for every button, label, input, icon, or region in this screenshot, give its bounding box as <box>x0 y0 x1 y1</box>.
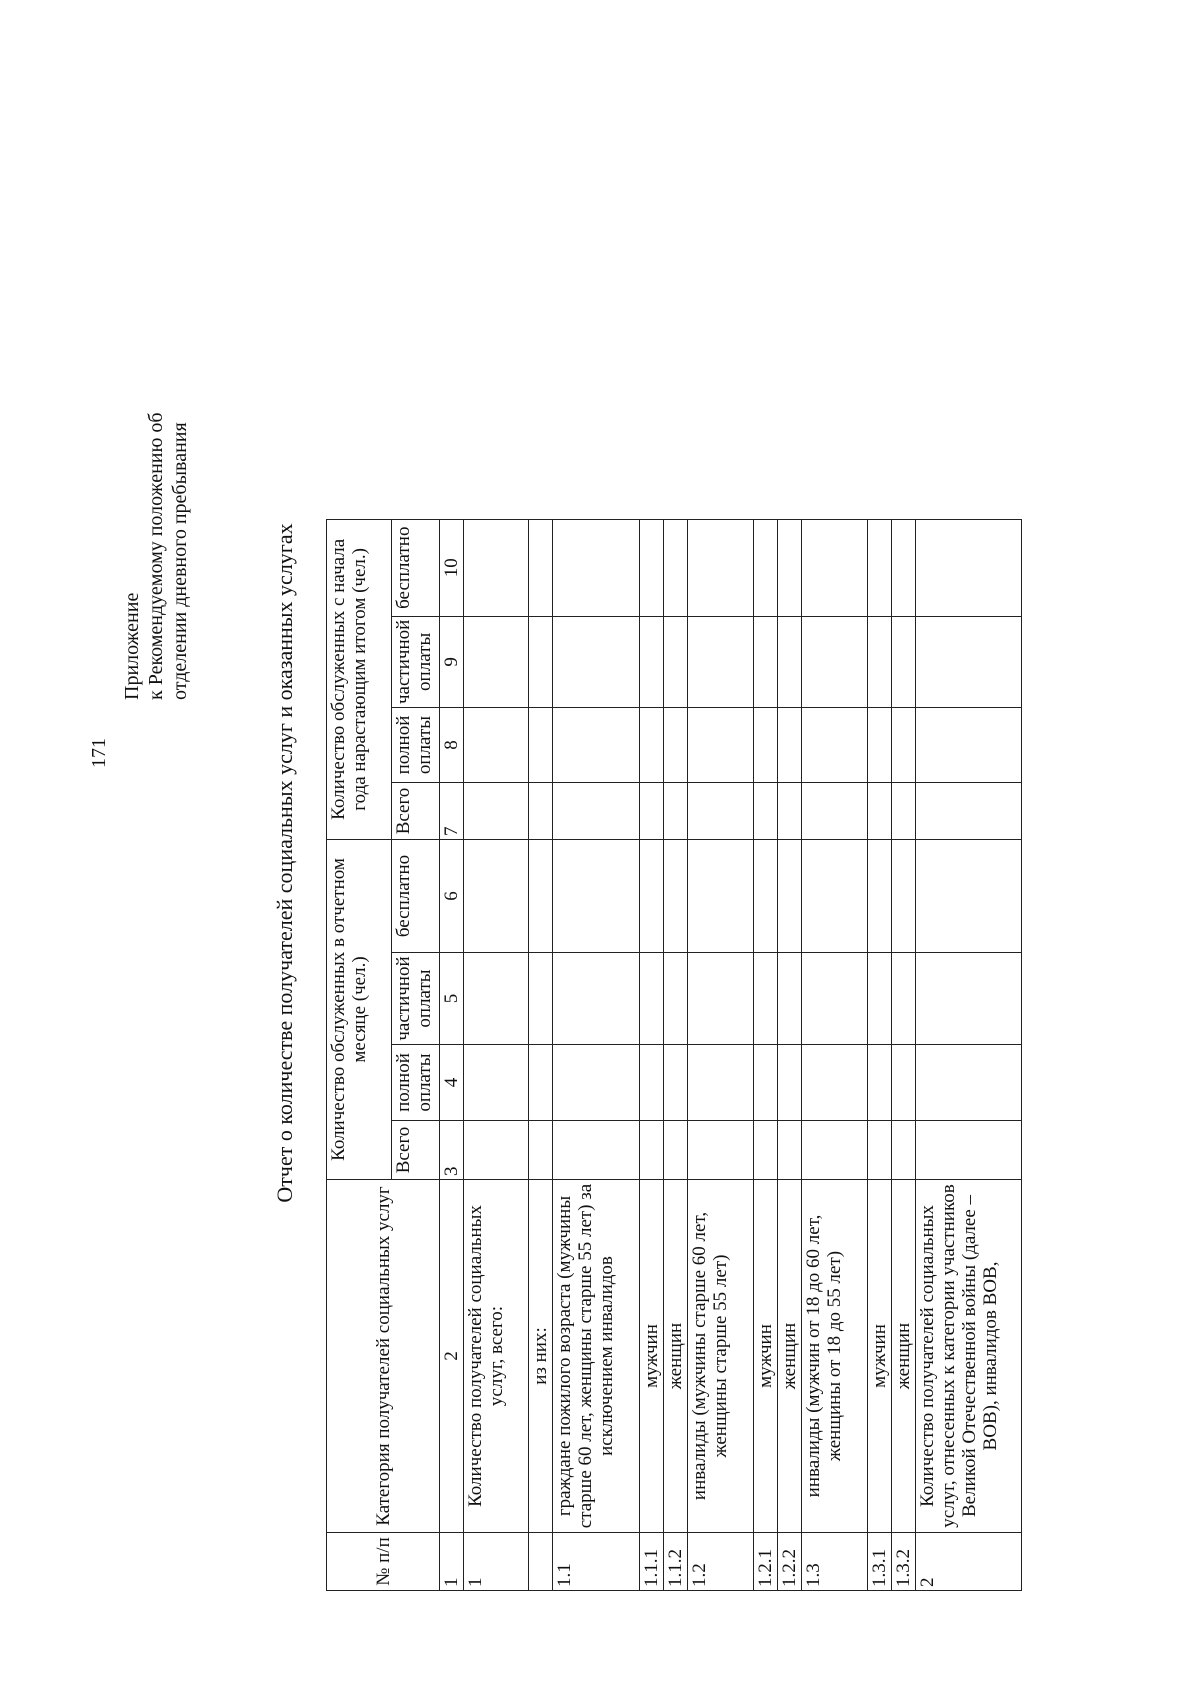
cell-full-pay <box>640 708 664 783</box>
cell-total <box>754 1121 778 1180</box>
cell-full-pay <box>892 1045 916 1121</box>
row-num: 1.1.1 <box>640 1533 664 1591</box>
cell-full-pay <box>868 1045 892 1121</box>
table-row <box>464 519 529 1590</box>
cell-free <box>778 519 802 616</box>
cell-full-pay <box>553 1045 640 1121</box>
cell-full-pay <box>640 1045 664 1121</box>
cell-partial-pay <box>688 953 754 1045</box>
cell-free <box>802 840 868 953</box>
header-full-pay: полной оплаты <box>392 1045 440 1121</box>
column-number: 7 <box>440 783 464 840</box>
row-category: мужчин <box>640 1180 664 1533</box>
header-total: Всего <box>392 1121 440 1180</box>
row-num: 1.3.2 <box>892 1533 916 1591</box>
cell-full-pay <box>688 708 754 783</box>
cell-free <box>754 840 778 953</box>
header-row <box>327 519 392 1590</box>
cell-total <box>802 783 868 840</box>
table-row <box>529 519 553 1590</box>
row-category: женщин <box>778 1180 802 1533</box>
column-number: 4 <box>440 1045 464 1121</box>
header-full-pay: полной оплаты <box>392 708 440 783</box>
cell-full-pay <box>778 1045 802 1121</box>
cell-total <box>688 783 754 840</box>
cell-partial-pay <box>664 616 688 707</box>
header-partial-pay: частичной оплаты <box>392 616 440 707</box>
cell-total <box>868 1121 892 1180</box>
row-category: Количество получателей социальных услуг, отнесенных к категории участников Великой Отечественной войны (далее – ВОВ), инвалидов ВОВ, <box>916 1180 1022 1533</box>
cell-total <box>778 1121 802 1180</box>
cell-partial-pay <box>529 616 553 707</box>
table-row <box>892 519 916 1590</box>
table-row <box>754 519 778 1590</box>
cell-total <box>916 1121 1022 1180</box>
cell-free <box>664 840 688 953</box>
row-category: из них: <box>529 1180 553 1533</box>
header-group-month: Количество обслуженных в отчетном месяце (чел.) <box>327 840 392 1180</box>
cell-partial-pay <box>892 953 916 1045</box>
cell-partial-pay <box>664 953 688 1045</box>
table-row <box>802 519 868 1590</box>
cell-total <box>688 1121 754 1180</box>
cell-total <box>640 1121 664 1180</box>
cell-partial-pay <box>529 953 553 1045</box>
table-row <box>640 519 664 1590</box>
cell-partial-pay <box>802 953 868 1045</box>
cell-free <box>892 840 916 953</box>
cell-partial-pay <box>754 616 778 707</box>
cell-partial-pay <box>778 616 802 707</box>
header-num: № п/п <box>327 1533 440 1591</box>
cell-full-pay <box>802 1045 868 1121</box>
cell-full-pay <box>868 708 892 783</box>
cell-free <box>868 840 892 953</box>
cell-free <box>640 840 664 953</box>
header-partial-pay: частичной оплаты <box>392 953 440 1045</box>
table-row <box>688 519 754 1590</box>
cell-full-pay <box>892 708 916 783</box>
row-num: 1.2 <box>688 1533 754 1591</box>
cell-free <box>529 840 553 953</box>
report-title: Отчет о количестве получателей социальных услуг и оказанных услугах <box>272 523 297 1203</box>
cell-full-pay <box>664 1045 688 1121</box>
row-num: 1.2.2 <box>778 1533 802 1591</box>
header-total: Всего <box>392 783 440 840</box>
row-num: 1.3.1 <box>868 1533 892 1591</box>
header-free: бесплатно <box>392 519 440 616</box>
cell-full-pay <box>553 708 640 783</box>
row-num: 1.1.2 <box>664 1533 688 1591</box>
header-free: бесплатно <box>392 840 440 953</box>
column-number: 10 <box>440 519 464 616</box>
cell-partial-pay <box>916 616 1022 707</box>
cell-free <box>802 519 868 616</box>
cell-total <box>892 1121 916 1180</box>
cell-total <box>464 783 529 840</box>
header-category: Категория получателей социальных услуг <box>327 1180 440 1533</box>
cell-partial-pay <box>868 953 892 1045</box>
cell-total <box>754 783 778 840</box>
cell-full-pay <box>916 1045 1022 1121</box>
table-row <box>664 519 688 1590</box>
cell-total <box>464 1121 529 1180</box>
cell-free <box>553 519 640 616</box>
cell-free <box>529 519 553 616</box>
cell-total <box>868 783 892 840</box>
column-number: 9 <box>440 616 464 707</box>
cell-free <box>868 519 892 616</box>
cell-total <box>664 783 688 840</box>
cell-free <box>778 840 802 953</box>
page-number: 171 <box>88 738 110 768</box>
cell-full-pay <box>802 708 868 783</box>
cell-total <box>529 1121 553 1180</box>
cell-free <box>664 519 688 616</box>
appendix-line: Приложение <box>121 592 143 700</box>
cell-partial-pay <box>640 953 664 1045</box>
column-number: 2 <box>440 1180 464 1533</box>
cell-free <box>553 840 640 953</box>
cell-partial-pay <box>868 616 892 707</box>
table-row <box>778 519 802 1590</box>
cell-total <box>778 783 802 840</box>
cell-full-pay <box>529 1045 553 1121</box>
column-number-row <box>440 519 464 1590</box>
table-row <box>553 519 640 1590</box>
column-number: 6 <box>440 840 464 953</box>
row-category: женщин <box>892 1180 916 1533</box>
cell-free <box>464 519 529 616</box>
column-number: 5 <box>440 953 464 1045</box>
table-row <box>916 519 1022 1590</box>
cell-full-pay <box>688 1045 754 1121</box>
cell-partial-pay <box>802 616 868 707</box>
cell-free <box>688 840 754 953</box>
cell-total <box>892 783 916 840</box>
cell-full-pay <box>754 1045 778 1121</box>
row-num: 2 <box>916 1533 1022 1591</box>
cell-partial-pay <box>688 616 754 707</box>
column-number: 1 <box>440 1533 464 1591</box>
row-num: 1.2.1 <box>754 1533 778 1591</box>
row-num: 1.3 <box>802 1533 868 1591</box>
column-number: 8 <box>440 708 464 783</box>
cell-partial-pay <box>553 616 640 707</box>
cell-free <box>892 519 916 616</box>
column-number: 3 <box>440 1121 464 1180</box>
cell-partial-pay <box>553 953 640 1045</box>
cell-partial-pay <box>778 953 802 1045</box>
cell-full-pay <box>464 708 529 783</box>
cell-total <box>916 783 1022 840</box>
cell-total <box>553 783 640 840</box>
row-category: женщин <box>664 1180 688 1533</box>
cell-total <box>529 783 553 840</box>
row-category: граждане пожилого возраста (мужчины старше 60 лет, женщины старше 55 лет) за исключением инвалидов <box>553 1180 640 1533</box>
row-num: 1.1 <box>553 1533 640 1591</box>
appendix-line: к Рекомендуемому положению об <box>145 412 167 700</box>
cell-full-pay <box>664 708 688 783</box>
cell-free <box>464 840 529 953</box>
row-num <box>529 1533 553 1591</box>
cell-full-pay <box>464 1045 529 1121</box>
row-category: Количество получателей социальных услуг, всего: <box>464 1180 529 1533</box>
cell-full-pay <box>529 708 553 783</box>
cell-free <box>754 519 778 616</box>
row-num: 1 <box>464 1533 529 1591</box>
cell-partial-pay <box>754 953 778 1045</box>
cell-free <box>640 519 664 616</box>
cell-full-pay <box>916 708 1022 783</box>
cell-free <box>916 840 1022 953</box>
appendix-note <box>120 412 192 700</box>
cell-partial-pay <box>464 953 529 1045</box>
cell-total <box>664 1121 688 1180</box>
cell-partial-pay <box>916 953 1022 1045</box>
cell-partial-pay <box>892 616 916 707</box>
cell-total <box>640 783 664 840</box>
row-category: мужчин <box>868 1180 892 1533</box>
cell-total <box>802 1121 868 1180</box>
cell-free <box>688 519 754 616</box>
header-group-year: Количество обслуженных с начала года нарастающим итогом (чел.) <box>327 519 392 839</box>
table-row <box>868 519 892 1590</box>
cell-full-pay <box>754 708 778 783</box>
row-category: мужчин <box>754 1180 778 1533</box>
cell-total <box>553 1121 640 1180</box>
row-category: инвалиды (мужчин от 18 до 60 лет, женщины от 18 до 55 лет) <box>802 1180 868 1533</box>
row-category: инвалиды (мужчины старше 60 лет, женщины старше 55 лет) <box>688 1180 754 1533</box>
appendix-line: отделении дневного пребывания <box>169 422 191 700</box>
cell-partial-pay <box>640 616 664 707</box>
report-table <box>326 519 1022 1591</box>
cell-full-pay <box>778 708 802 783</box>
cell-partial-pay <box>464 616 529 707</box>
cell-free <box>916 519 1022 616</box>
